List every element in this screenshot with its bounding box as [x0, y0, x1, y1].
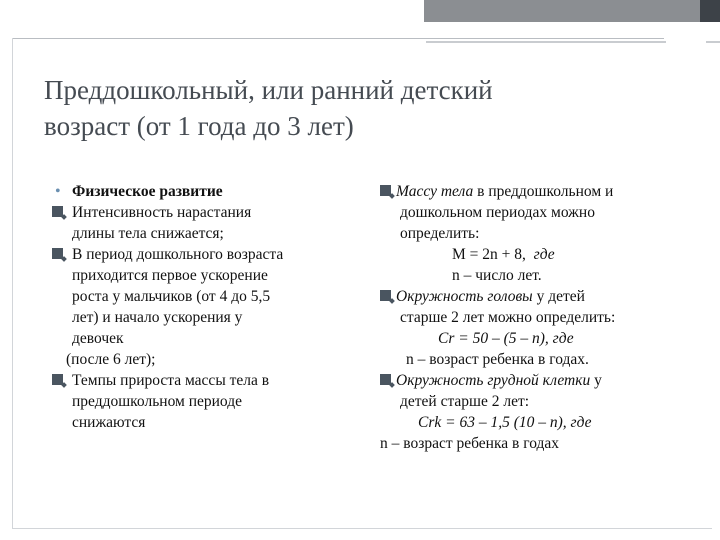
square-bullet-icon — [380, 185, 391, 196]
top-bar-strip — [424, 0, 700, 22]
list-item — [380, 181, 690, 286]
item-text: девочек — [72, 330, 124, 347]
item-line — [396, 286, 690, 307]
list-item-header — [52, 181, 352, 202]
item-text: роста у мальчиков (от 4 до 5,5 — [72, 288, 271, 305]
list-item — [380, 286, 690, 370]
formula-where: где — [533, 246, 555, 263]
square-bullet-icon — [52, 248, 63, 259]
formula-note: n – число лет. — [452, 267, 542, 284]
item-text: старше 2 лет можно определить: — [400, 309, 616, 326]
formula — [396, 244, 690, 265]
item-text: снижаются — [72, 414, 146, 431]
square-bullet-icon — [380, 374, 391, 385]
item-text: дошкольном периодах можно — [400, 204, 595, 221]
square-bullet-icon — [52, 206, 63, 217]
item-term: Окружность головы — [396, 288, 533, 305]
section-header: Физическое развитие — [72, 183, 223, 200]
item-text: определить: — [400, 225, 480, 242]
top-bar-corner — [700, 0, 720, 22]
formula: Cr = 50 – (5 – n), где — [438, 330, 574, 347]
square-bullet-icon — [52, 374, 63, 385]
list-item — [52, 202, 352, 244]
list-item — [380, 370, 690, 454]
item-text: Темпы прироста массы тела в — [72, 372, 270, 389]
title-line: возраст (от 1 года до 3 лет) — [44, 111, 354, 141]
item-term: Окружность грудной клетки — [396, 372, 591, 389]
bullet-dot-icon: • — [55, 183, 61, 200]
decorative-line — [706, 41, 720, 43]
item-text: длины тела снижается; — [72, 225, 224, 242]
decorative-line — [426, 41, 666, 43]
frame-left-border — [12, 38, 13, 528]
list-item — [52, 244, 352, 370]
item-line — [396, 370, 690, 391]
slide-title — [44, 72, 664, 144]
item-text: детей старше 2 лет: — [400, 393, 530, 410]
title-line: Преддошкольный, или ранний детский — [44, 75, 493, 105]
item-line — [396, 181, 690, 202]
item-text: у — [590, 372, 602, 389]
decorative-line — [12, 38, 664, 39]
top-bar — [0, 0, 720, 22]
right-column — [380, 181, 690, 454]
item-text: преддошкольном периоде — [72, 393, 242, 410]
item-term: Массу тела — [396, 183, 474, 200]
left-column — [52, 181, 352, 433]
formula-text: M = 2n + 8, — [452, 246, 526, 263]
item-text: (после 6 лет); — [66, 351, 156, 368]
item-text: лет) и начало ускорения у — [72, 309, 243, 326]
item-text: у детей — [532, 288, 585, 305]
item-text: В период дошкольного возраста — [72, 246, 284, 263]
item-text: Интенсивность нарастания — [72, 204, 252, 221]
frame-bottom-border — [12, 528, 712, 529]
formula-note: n – возраст ребенка в годах. — [406, 351, 589, 368]
formula-note: n – возраст ребенка в годах — [380, 435, 560, 452]
list-item — [52, 370, 352, 433]
item-text: приходится первое ускорение — [72, 267, 268, 284]
item-text: в преддошкольном и — [473, 183, 614, 200]
square-bullet-icon — [380, 290, 391, 301]
formula: Crk = 63 – 1,5 (10 – n), где — [418, 414, 592, 431]
